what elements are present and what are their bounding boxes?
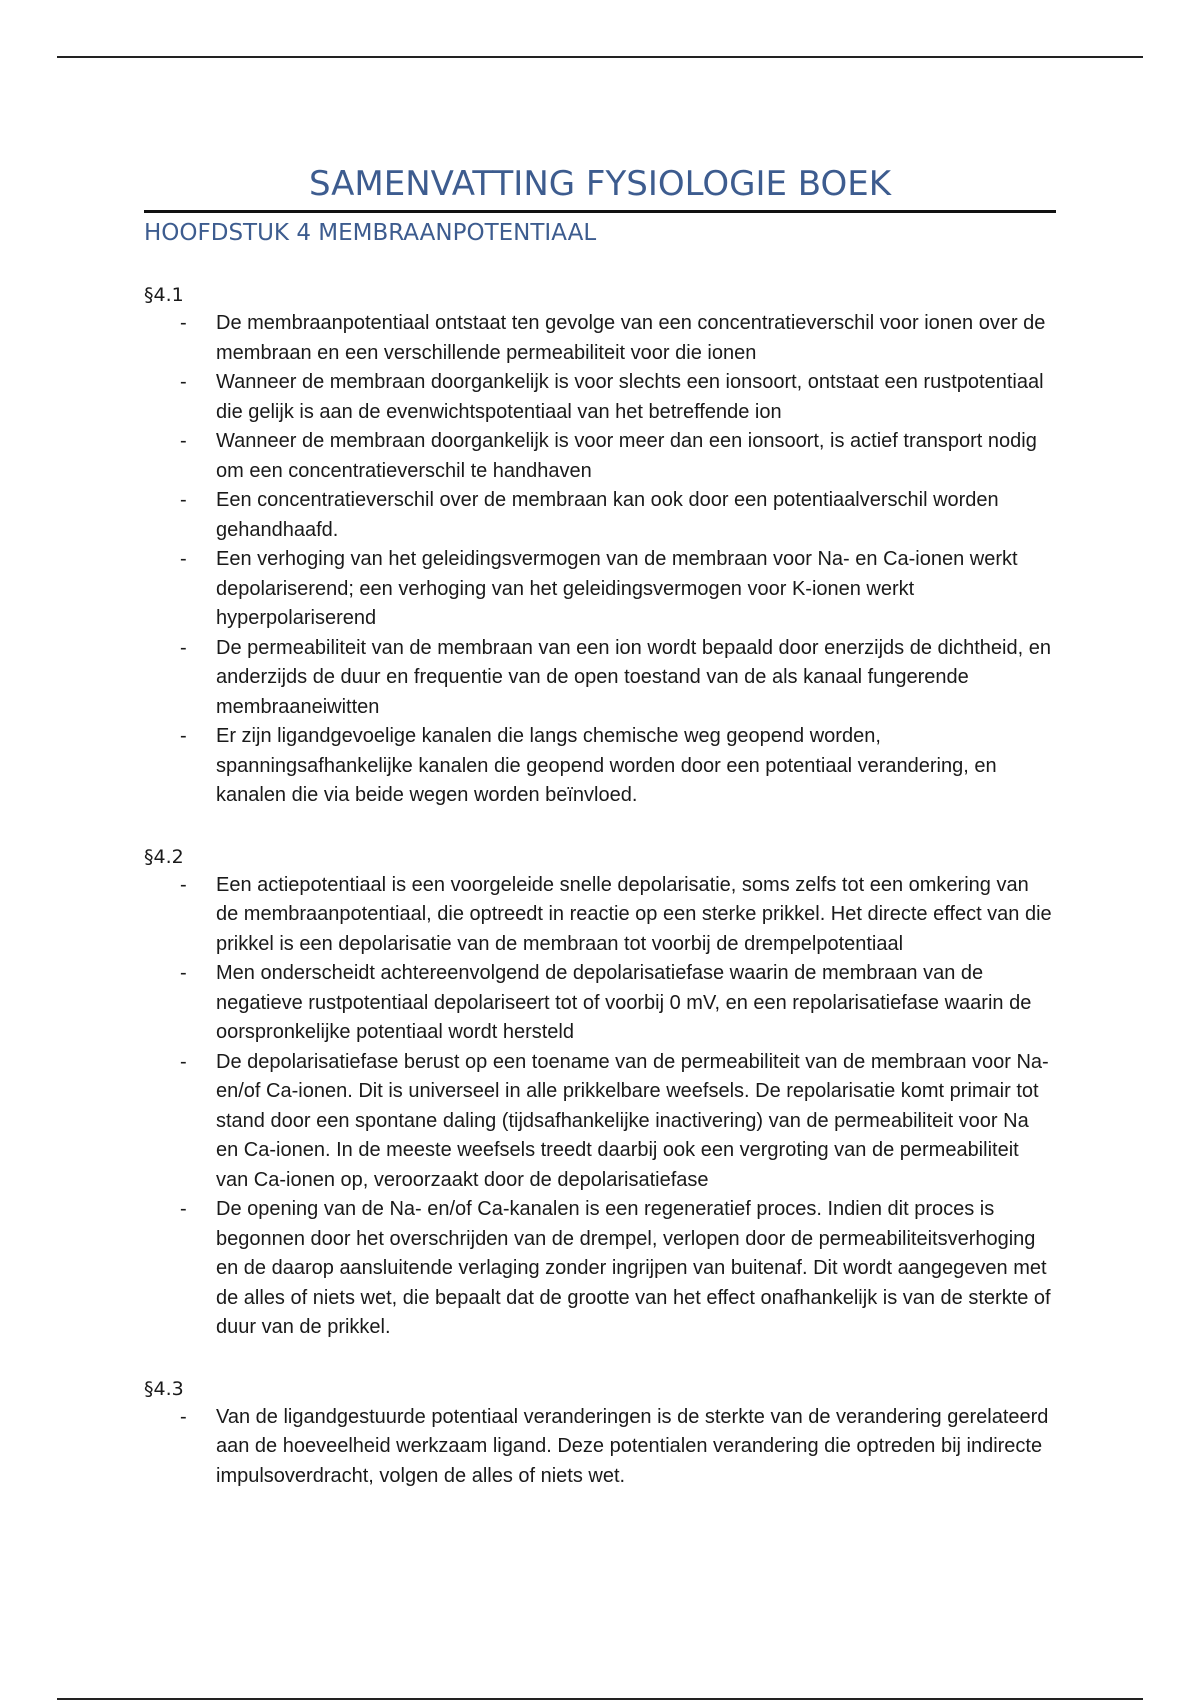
document-body <box>144 160 1056 1491</box>
list-item <box>144 1403 1056 1492</box>
list-item-text: Een concentratieverschil over de membraan kan ook door een potentiaalverschil worden gehandhaafd. <box>216 489 999 541</box>
list-item-text: Wanneer de membraan doorgankelijk is voor slechts een ionsoort, ontstaat een rustpotentiaal die gelijk is aan de evenwichtspotentiaal van het betreffende ion <box>216 371 1044 423</box>
list-item <box>144 634 1056 723</box>
list-item-text: De depolarisatiefase berust op een toename van de permeabiliteit van de membraan voor Na- en/of Ca-ionen. Dit is universeel in alle prikkelbare weefsels. De repolarisatie komt primair tot stand door een spontane daling (tijdsafhankelijke inactivering) van de permeabiliteit voor Na en Ca-ionen. In de meeste weefsels treedt daarbij ook een vergroting van de permeabiliteit van Ca-ionen op, veroorzaakt door de depolarisatiefase <box>216 1050 1049 1191</box>
section-label: §4.1 <box>144 284 184 306</box>
bullet-marker: - <box>180 548 187 570</box>
list-item <box>144 427 1056 486</box>
bullet-list <box>144 871 1056 1343</box>
list-item <box>144 871 1056 960</box>
bullet-marker: - <box>180 430 187 452</box>
list-item-text: De membraanpotentiaal ontstaat ten gevolge van een concentratieverschil voor ionen over de membraan en een verschillende permeabiliteit voor die ionen <box>216 312 1046 364</box>
document-title: SAMENVATTING FYSIOLOGIE BOEK <box>308 164 892 204</box>
bullet-marker: - <box>180 489 187 511</box>
bullet-marker: - <box>180 636 187 659</box>
list-item-text: Wanneer de membraan doorgankelijk is voor meer dan een ionsoort, is actief transport nodig om een concentratieverschil te handhaven <box>216 430 1037 482</box>
section-4-2 <box>144 843 1056 1343</box>
list-item-text: Van de ligandgestuurde potentiaal veranderingen is de sterkte van de verandering gerelateerd aan de hoeveelheid werkzaam ligand. Deze potentialen verandering die optreden bij indirecte impulsoverdracht, volgen de alles of niets wet. <box>216 1405 1049 1487</box>
list-item <box>144 545 1056 634</box>
list-item-text: Er zijn ligandgevoelige kanalen die langs chemische weg geopend worden, spanningsafhankelijke kanalen die geopend worden door een potentiaal verandering, en kanalen die via beide wegen worden beïnvloed. <box>216 725 997 806</box>
section-label: §4.2 <box>144 845 184 868</box>
bullet-list <box>144 309 1056 811</box>
bullet-marker: - <box>180 312 187 334</box>
section-label: §4.3 <box>144 1377 184 1400</box>
list-item-text: De permeabiliteit van de membraan van een ion wordt bepaald door enerzijds de dichtheid, en anderzijds de duur en frequentie van de open toestand van de als kanaal fungerende membraaneiwitten <box>216 636 1051 718</box>
list-item <box>144 959 1056 1048</box>
page-top-rule <box>57 56 1143 58</box>
bullet-marker: - <box>180 371 187 393</box>
list-item-text: De opening van de Na- en/of Ca-kanalen is een regeneratief proces. Indien dit proces is begonnen door het overschrijden van de drempel, verlopen door de permeabiliteitsverhoging en de daarop aansluitende verlaging zonder ingrijpen van buitenaf. Dit wordt aangegeven met de alles of niets wet, die bepaalt dat de grootte van het effect onafhankelijk is van de sterkte of duur van de prikkel. <box>216 1198 1051 1338</box>
bullet-marker: - <box>180 1198 187 1220</box>
bullet-marker: - <box>180 873 187 896</box>
list-item-text: Een verhoging van het geleidingsvermogen van de membraan voor Na- en Ca-ionen werkt depolariserend; een verhoging van het geleidingsvermogen voor K-ionen werkt hyperpolariserend <box>216 548 1018 629</box>
list-item-text: Een actiepotentiaal is een voorgeleide snelle depolarisatie, soms zelfs tot een omkering van de membraanpotentiaal, die optreedt in reactie op een sterke prikkel. Het directe effect van die prikkel is een depolarisatie van de membraan tot voorbij de drempelpotentiaal <box>216 873 1052 955</box>
list-item <box>144 722 1056 811</box>
section-4-1 <box>144 281 1056 811</box>
list-item <box>144 1048 1056 1196</box>
bullet-list <box>144 1403 1056 1492</box>
bullet-marker: - <box>180 725 187 747</box>
chapter-heading: HOOFDSTUK 4 MEMBRAANPOTENTIAAL <box>144 220 597 246</box>
list-item-text: Men onderscheidt achtereenvolgend de depolarisatiefase waarin de membraan van de negatieve rustpotentiaal depolariseert tot of voorbij 0 mV, en een repolarisatiefase waarin de oorspronkelijke potentiaal wordt hersteld <box>216 962 1032 1043</box>
title-underline <box>144 210 1056 213</box>
list-item <box>144 486 1056 545</box>
bullet-marker: - <box>180 1405 187 1428</box>
list-item <box>144 1195 1056 1343</box>
bullet-marker: - <box>180 962 187 984</box>
list-item <box>144 309 1056 368</box>
bullet-marker: - <box>180 1050 187 1073</box>
section-4-3 <box>144 1375 1056 1492</box>
list-item <box>144 368 1056 427</box>
